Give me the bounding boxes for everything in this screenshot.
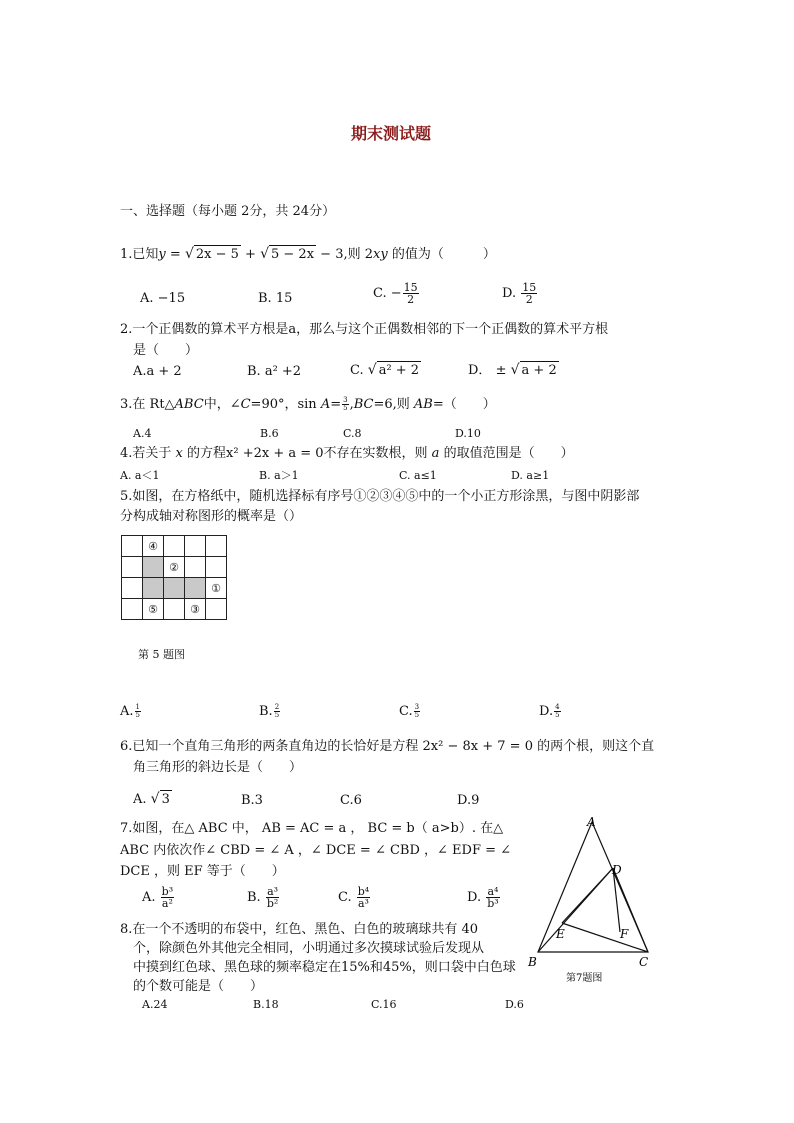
question-2-line1: 2.一个正偶数的算术平方根是a，那么与这个正偶数相邻的下一个正偶数的算术平方根 [120,322,609,337]
label-b: B [528,955,537,969]
q1-option-d[interactable]: D. $\frac{15}{2}$ [502,281,537,306]
label-e: E [556,927,565,941]
question-3: 3.在 Rt△ABC中，∠C=90°，sin A= $\frac{3}{5}$ ,BC=6,则 AB=（ ） [120,396,496,412]
label-a: A [587,815,596,829]
question-6-line2: 角三角形的斜边长是（ ） [133,760,303,775]
triangle-abc [538,822,648,952]
question-7-line3: DCE ，则 EF 等于（ ） [120,864,285,879]
q4-option-c[interactable]: C. a≤1 [399,469,437,482]
q5-option-a[interactable]: A. $\frac{1}{5}$ [120,703,140,719]
q6-option-b[interactable]: B.3 [241,793,263,808]
q4-option-a[interactable]: A. a＜1 [120,469,160,482]
question-1: 1.已知y = √ 2x − 5 + √ 5 − 2x − 3,则 2xy 的值为（ ） [120,246,496,262]
label-f: F [620,927,629,941]
q3-option-a[interactable]: A.4 [133,427,152,440]
grid-cell: ② [164,557,185,578]
question-2-line2: 是（ ） [133,343,199,358]
grid-cell [122,599,143,620]
label-d: D [612,863,622,877]
q5-figure-caption: 第 5 题图 [138,648,185,661]
question-7-line1: 7.如图，在△ ABC 中， AB = AC = a ， BC = b（ a>b）. 在△ [120,821,504,836]
grid-cell: ① [206,578,227,599]
q6-option-d[interactable]: D.9 [457,793,480,808]
q7-figure-caption: 第7题图 [566,973,603,984]
q3-option-c[interactable]: C.8 [343,427,362,440]
q2-option-d[interactable]: D． ± √ a + 2 [468,362,557,378]
q8-option-c[interactable]: C.16 [371,998,397,1011]
q1-option-b[interactable]: B. 15 [258,291,293,306]
q7-option-c[interactable]: C. $\frac{\text{b⁴}}{\text{a³}}$ [338,885,370,910]
grid-cell [164,536,185,557]
q2-option-c[interactable]: C. √ a² + 2 [350,362,420,378]
label-c: C [639,955,649,969]
grid-cell [164,599,185,620]
grid-cell [185,536,206,557]
page-title: 期末测试题 [351,124,432,143]
q7-option-b[interactable]: B. $\frac{\text{a³}}{\text{b²}}$ [247,885,279,910]
q4-option-d[interactable]: D. a≥1 [511,469,550,482]
question-5-line2: 分构成轴对称图形的概率是（） [120,509,303,524]
q7-option-d[interactable]: D. $\frac{\text{a⁴}}{\text{b³}}$ [467,885,499,910]
question-5-line1: 5.如图，在方格纸中，随机选择标有序号①②③④⑤中的一个小正方形涂黑，与图中阴影部 [120,489,640,504]
q3-option-b[interactable]: B.6 [260,427,279,440]
q2-option-b[interactable]: B. a² +2 [247,364,302,379]
q7-option-a[interactable]: A. $\frac{\text{b³}}{\text{a²}}$ [142,885,174,910]
grid-cell [185,557,206,578]
grid-cell [122,536,143,557]
grid-cell [206,599,227,620]
q5-option-c[interactable]: C. $\frac{3}{5}$ [399,703,420,719]
q8-option-d[interactable]: D.6 [505,998,524,1011]
grid-cell-shaded [185,578,206,599]
q6-option-c[interactable]: C.6 [340,793,362,808]
question-6-line1: 6.已知一个直角三角形的两条直角边的长恰好是方程 2x² − 8x + 7 = 0 的两个根，则这个直 [120,739,655,754]
q1-option-a[interactable]: A. −15 [140,291,186,306]
grid-cell: ④ [143,536,164,557]
q3-option-d[interactable]: D.10 [455,427,481,440]
q8-option-a[interactable]: A.24 [142,998,168,1011]
q5-grid-figure [121,535,227,620]
grid-cell-shaded [143,557,164,578]
q5-option-b[interactable]: B. $\frac{2}{5}$ [259,703,280,719]
q5-option-d[interactable]: D. $\frac{4}{5}$ [539,703,560,719]
question-8-line3: 中摸到红色球、黑色球的频率稳定在15%和45%，则口袋中白色球 [133,960,516,975]
segment-ce [562,923,648,952]
question-8-line4: 的个数可能是（ ） [133,979,264,994]
grid-cell: ③ [185,599,206,620]
grid-cell [206,557,227,578]
q2-option-a[interactable]: A.a + 2 [133,364,182,379]
grid-cell [122,557,143,578]
q4-option-b[interactable]: B. a＞1 [259,469,299,482]
grid-cell [206,536,227,557]
question-7-line2: ABC 内依次作∠ CBD = ∠ A ，∠ DCE = ∠ CBD ，∠ EDF = ∠ [120,843,512,858]
grid-cell: ⑤ [143,599,164,620]
grid-cell-shaded [143,578,164,599]
grid-cell [122,578,143,599]
q7-triangle-figure [520,810,680,990]
q8-option-b[interactable]: B.18 [253,998,279,1011]
question-4: 4.若关于 x 的方程x² +2x + a = 0不存在实数根，则 a 的取值范围是（ ） [120,446,574,461]
grid-cell-shaded [164,578,185,599]
question-8-line1: 8.在一个不透明的布袋中，红色、黑色、白色的玻璃球共有 40 [120,922,479,937]
section-heading: 一、选择题（每小题 2分，共 24分） [120,204,336,219]
question-8-line2: 个，除颜色外其他完全相同，小明通过多次摸球试验后发现从 [133,941,485,956]
segment-dc [613,868,648,952]
q6-option-a[interactable]: A. √ 3 [133,791,170,807]
q1-option-c[interactable]: C. − $\frac{15}{2}$ [373,281,418,306]
